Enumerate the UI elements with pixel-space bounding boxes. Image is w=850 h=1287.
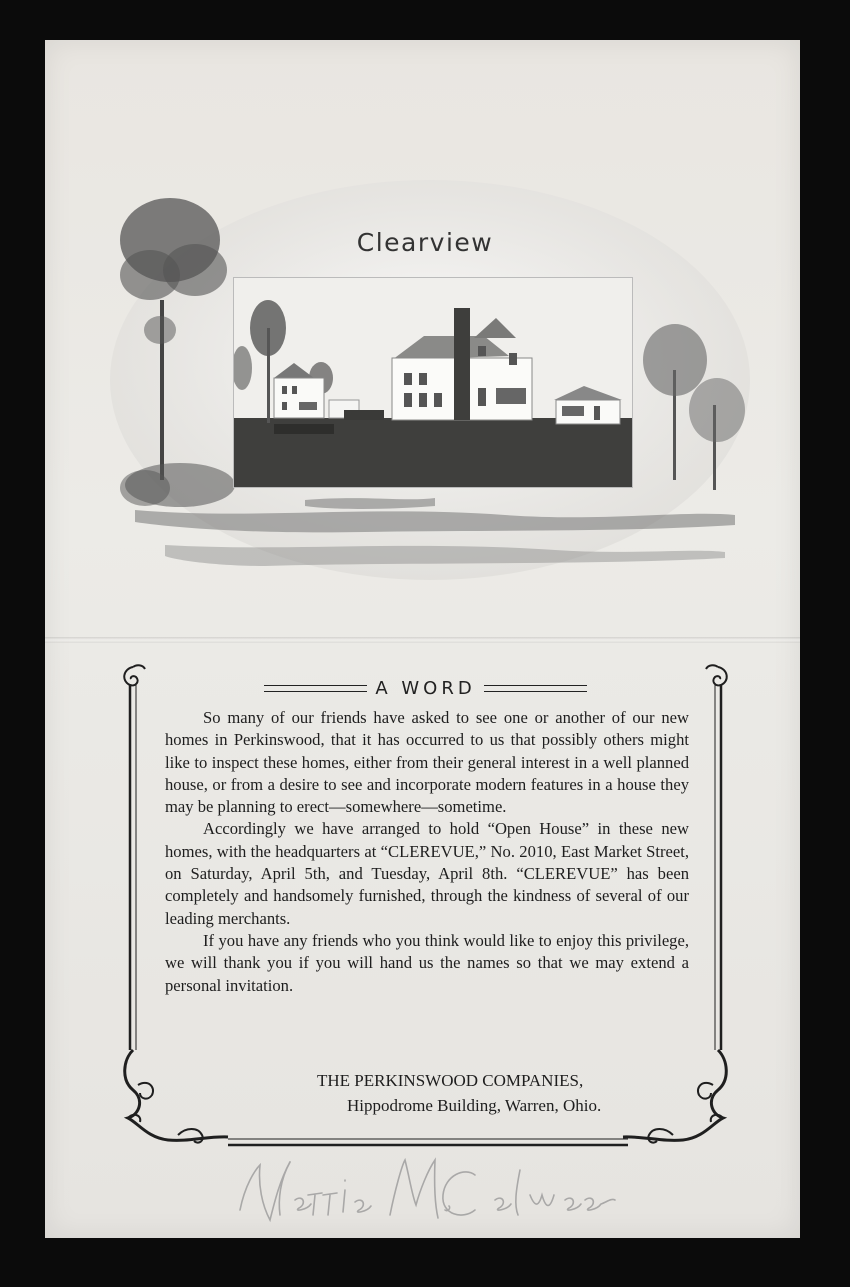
page-fold	[45, 637, 800, 643]
corner-scroll-top-left	[124, 665, 145, 685]
paragraph: If you have any friends who you think would like to enjoy this privilege, we will thank you if you will hand us the names so that we may extend a personal invitation.	[165, 930, 689, 995]
paragraph: Accordingly we have arranged to hold “Open House” in these new homes, with the headquarters at “CLEREVUE,” No. 2010, East Market Street, on Saturday, April 5th, and Tuesday, April 8th. “CLEREVUE” has been completely and handsomely furnished, through the kindness of several of our leading merchants.	[165, 819, 689, 928]
company-address: Hippodrome Building, Warren, Ohio.	[347, 1096, 602, 1115]
corner-scroll-bottom-left	[125, 1050, 228, 1143]
paragraph: So many of our friends have asked to see one or another of our new homes in Perkinswood, that it has occurred to us that possibly others might like to inspect these homes, either from their general interest in a well planned house, or from a desire to see and incorporate modern features in a house they may be planning to erect—somewhere—sometime.	[165, 708, 689, 817]
house-photograph	[233, 277, 633, 488]
section-heading-text: A WORD	[375, 677, 476, 699]
company-name: THE PERKINSWOOD COMPANIES,	[317, 1071, 584, 1090]
letter-body	[165, 707, 689, 997]
heading-rule-left	[264, 685, 367, 692]
corner-scroll-top-right	[706, 665, 727, 685]
signature-block	[300, 1068, 700, 1118]
section-heading	[264, 677, 587, 699]
heading-rule-right	[484, 685, 587, 692]
handwritten-signature	[220, 1150, 720, 1240]
page-title: Clearview	[356, 228, 494, 257]
